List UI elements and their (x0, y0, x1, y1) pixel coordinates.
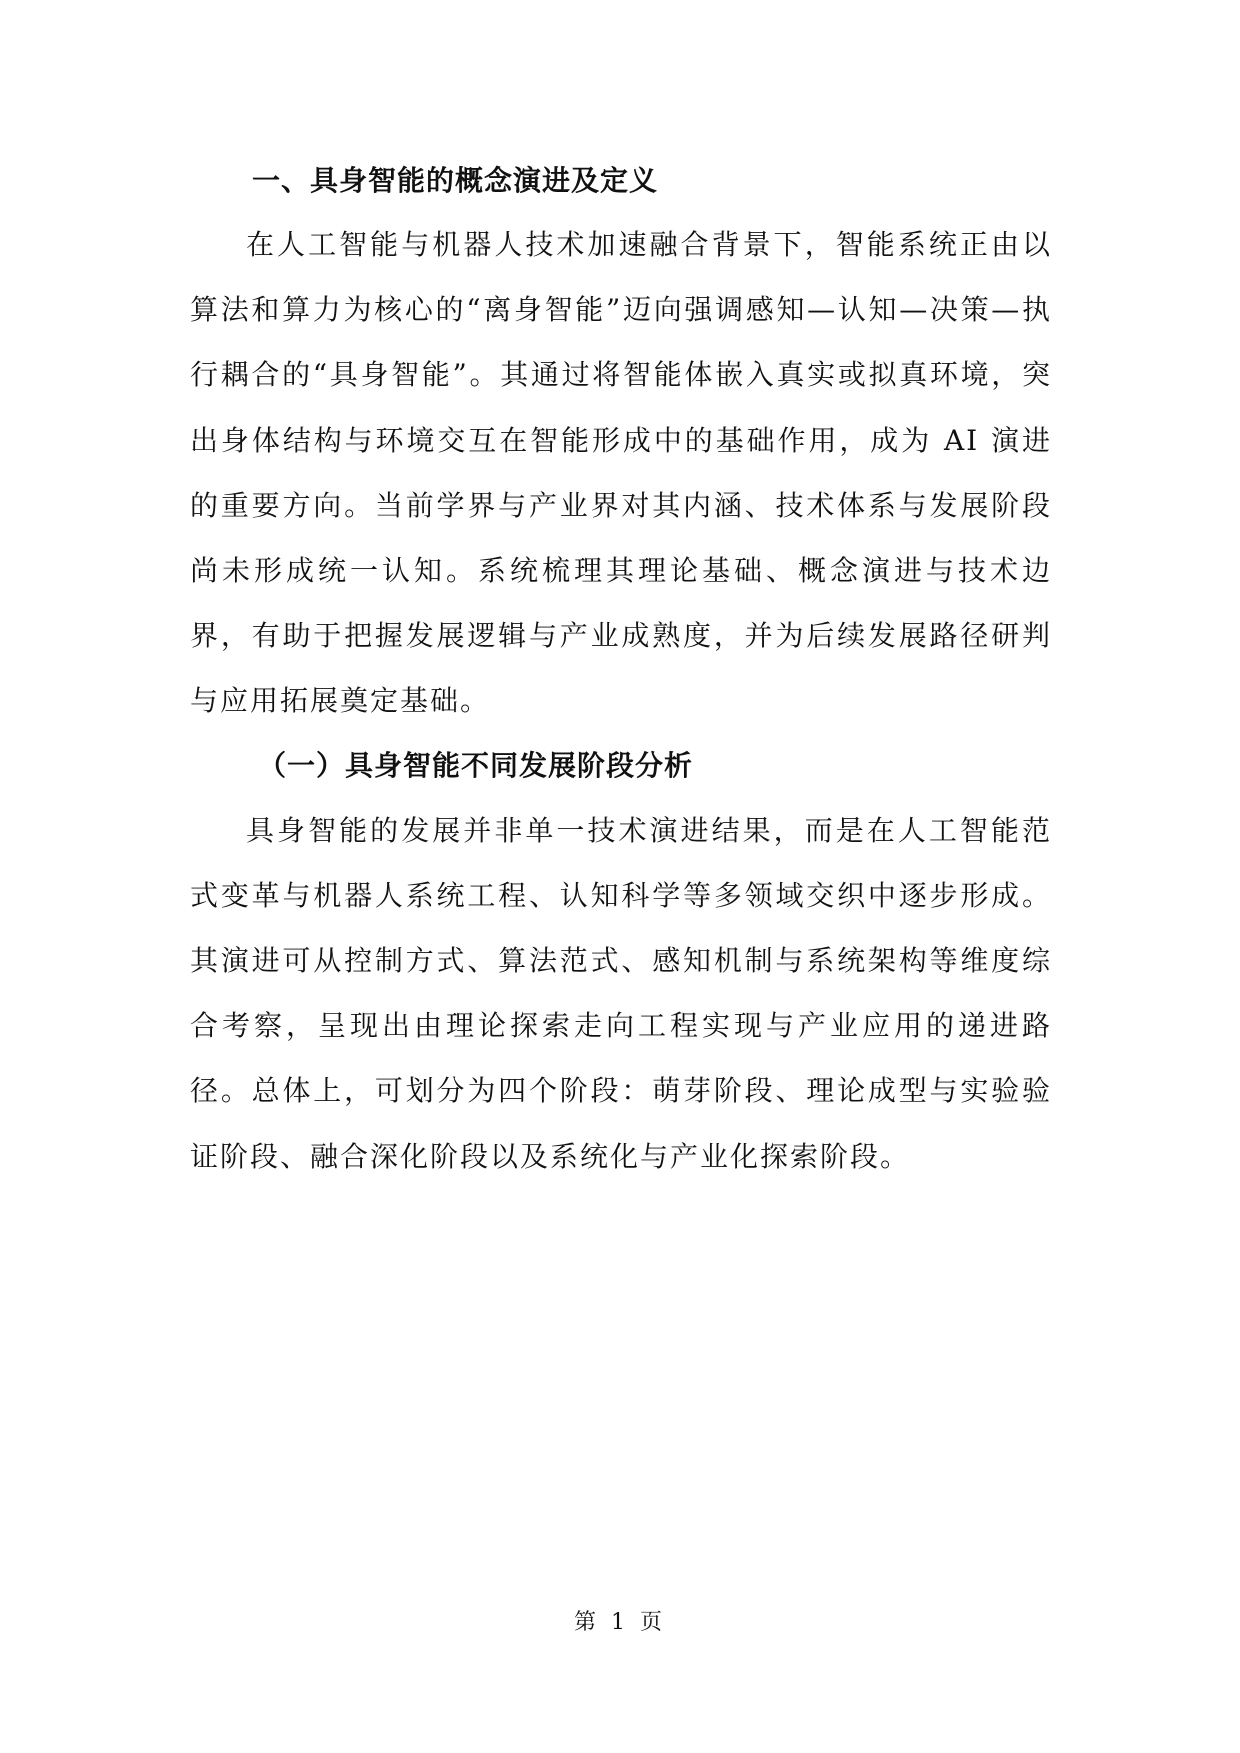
section-heading: 一、具身智能的概念演进及定义 (252, 164, 659, 197)
subsection-heading: （一）具身智能不同发展阶段分析 (258, 748, 694, 782)
intro-paragraph (190, 212, 1052, 734)
intro-paragraph-text: 在人工智能与机器人技术加速融合背景下，智能系统正由以算法和算力为核心的“离身智能”迈向强调感知—认知—决策—执行耦合的“具身智能”。其通过将智能体嵌入真实或拟真环境，突出身体结构与环境交互在智能形成中的基础作用，成为 AI 演进的重要方向。当前学界与产业界对其内涵、技术体系与发展阶段尚未形成统一认知。系统梳理其理论基础、概念演进与技术边界，有助于把握发展逻辑与产业成熟度，并为后续发展路径研判与应用拓展奠定基础。 (190, 228, 1052, 718)
page-number: 第 1 页 (574, 1610, 666, 1635)
stages-paragraph-text: 具身智能的发展并非单一技术演进结果，而是在人工智能范式变革与机器人系统工程、认知科学等多领域交织中逐步形成。其演进可从控制方式、算法范式、感知机制与系统架构等维度综合考察，呈现出由理论探索走向工程实现与产业应用的递进路径。总体上，可划分为四个阶段：萌芽阶段、理论成型与实验验证阶段、融合深化阶段以及系统化与产业化探索阶段。 (190, 813, 1052, 1173)
stages-paragraph (190, 798, 1052, 1189)
document-body (190, 150, 1052, 1189)
